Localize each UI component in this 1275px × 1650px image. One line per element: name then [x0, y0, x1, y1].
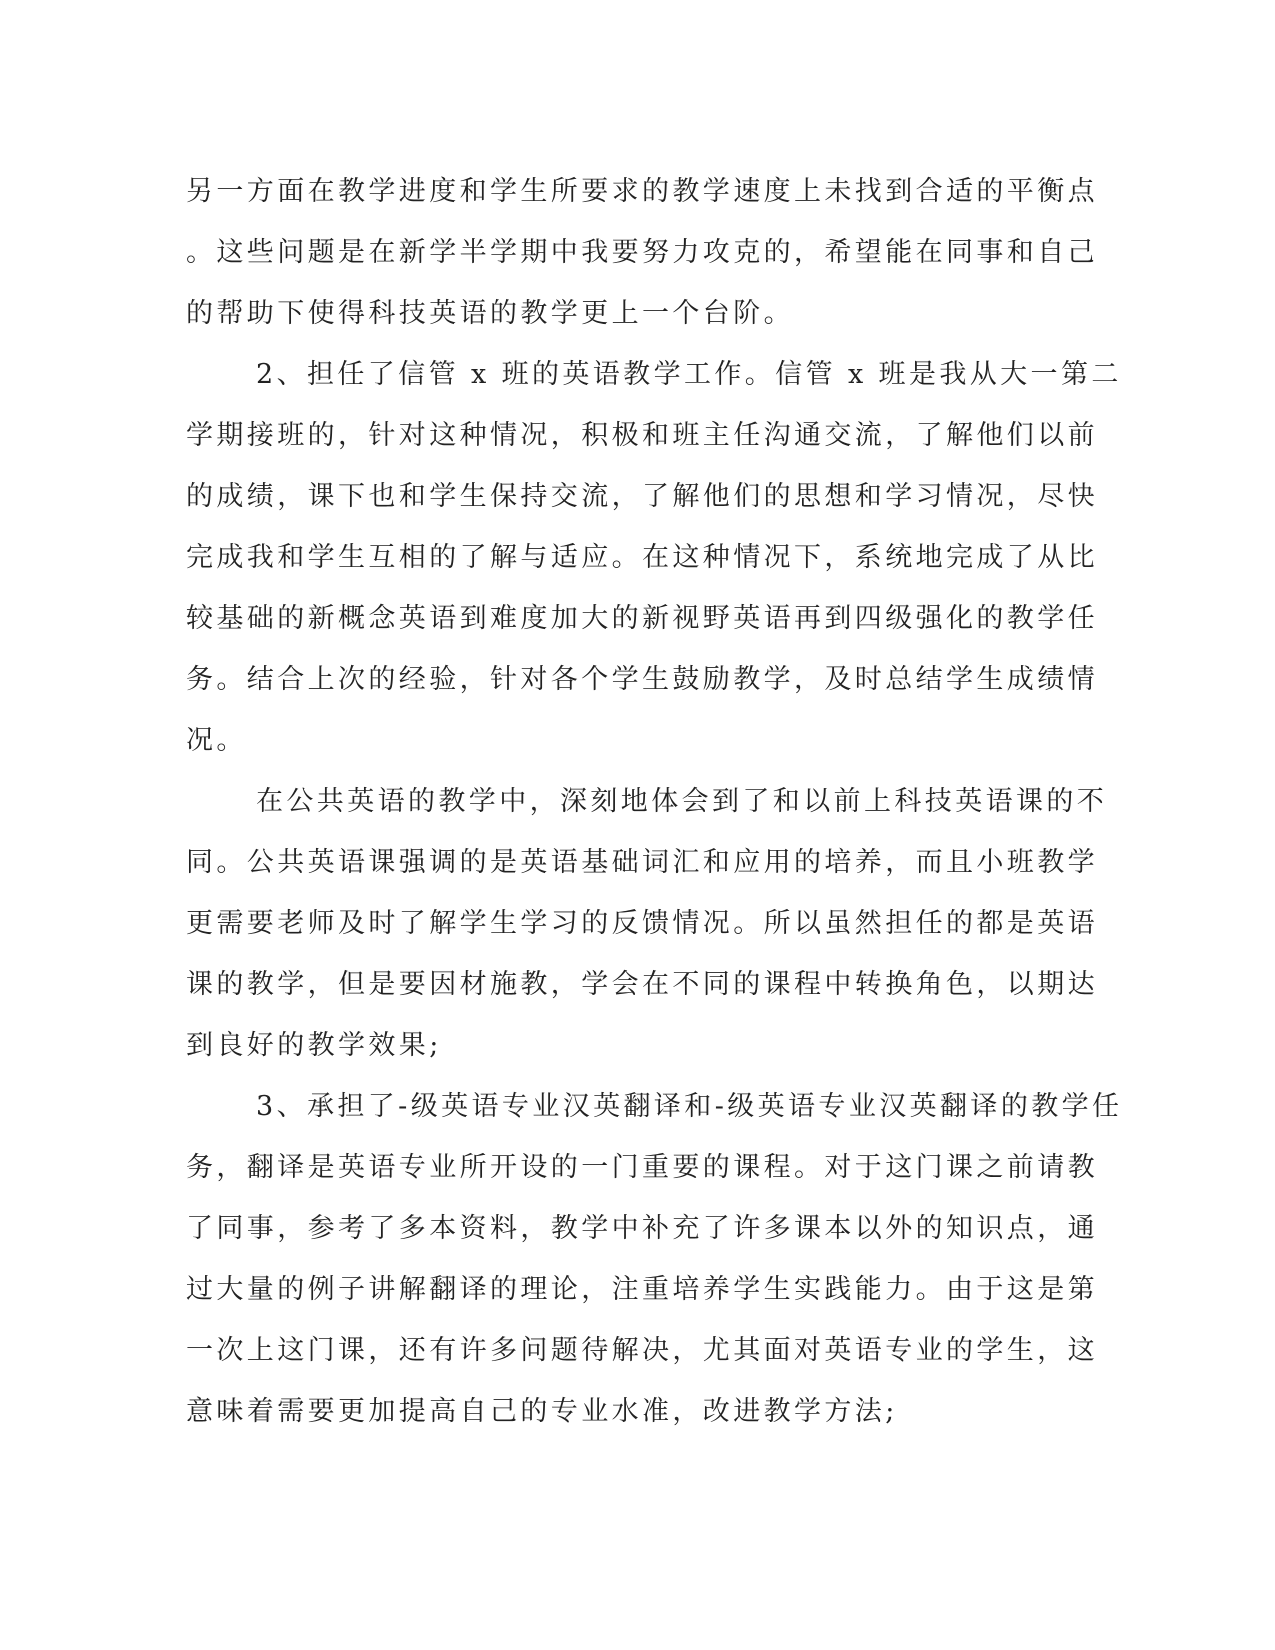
- text-line: 课的教学，但是要因材施教，学会在不同的课程中转换角色，以期达: [186, 969, 1098, 1000]
- text-line: 同。公共英语课强调的是英语基础词汇和应用的培养，而且小班教学: [186, 847, 1098, 878]
- text-line: 的成绩，课下也和学生保持交流，了解他们的思想和学习情况，尽快: [186, 481, 1098, 512]
- text-line: 了同事，参考了多本资料，教学中补充了许多课本以外的知识点，通: [186, 1213, 1098, 1244]
- text-line: 更需要老师及时了解学生学习的反馈情况。所以虽然担任的都是英语: [186, 908, 1098, 939]
- text-line: 3、承担了-级英语专业汉英翻译和-级英语专业汉英翻译的教学任: [256, 1091, 1123, 1122]
- text-line: 务。结合上次的经验，针对各个学生鼓励教学，及时总结学生成绩情: [186, 664, 1098, 695]
- paragraph-4: [186, 1076, 1123, 1442]
- text-line: 另一方面在教学进度和学生所要求的教学速度上未找到合适的平衡点: [186, 176, 1098, 207]
- document-body: [186, 161, 1123, 1442]
- text-line: 在公共英语的教学中，深刻地体会到了和以前上科技英语课的不: [256, 786, 1108, 817]
- text-line: 一次上这门课，还有许多问题待解决，尤其面对英语专业的学生，这: [186, 1335, 1098, 1366]
- paragraph-1: [186, 161, 1098, 344]
- paragraph-3: [186, 771, 1108, 1076]
- text-line: 的帮助下使得科技英语的教学更上一个台阶。: [186, 298, 794, 329]
- text-line: 意味着需要更加提高自己的专业水准，改进教学方法;: [186, 1396, 898, 1427]
- text-line: 2、担任了信管 x 班的英语教学工作。信管 x 班是我从大一第二: [256, 359, 1122, 390]
- text-line: 完成我和学生互相的了解与适应。在这种情况下，系统地完成了从比: [186, 542, 1098, 573]
- text-line: 过大量的例子讲解翻译的理论，注重培养学生实践能力。由于这是第: [186, 1274, 1098, 1305]
- text-line: 较基础的新概念英语到难度加大的新视野英语再到四级强化的教学任: [186, 603, 1098, 634]
- text-line: 。这些问题是在新学半学期中我要努力攻克的，希望能在同事和自己: [186, 237, 1098, 268]
- text-line: 到良好的教学效果;: [186, 1030, 442, 1061]
- text-line: 况。: [186, 725, 247, 756]
- text-line: 学期接班的，针对这种情况，积极和班主任沟通交流，了解他们以前: [186, 420, 1098, 451]
- paragraph-2: [186, 344, 1122, 771]
- text-line: 务，翻译是英语专业所开设的一门重要的课程。对于这门课之前请教: [186, 1152, 1098, 1183]
